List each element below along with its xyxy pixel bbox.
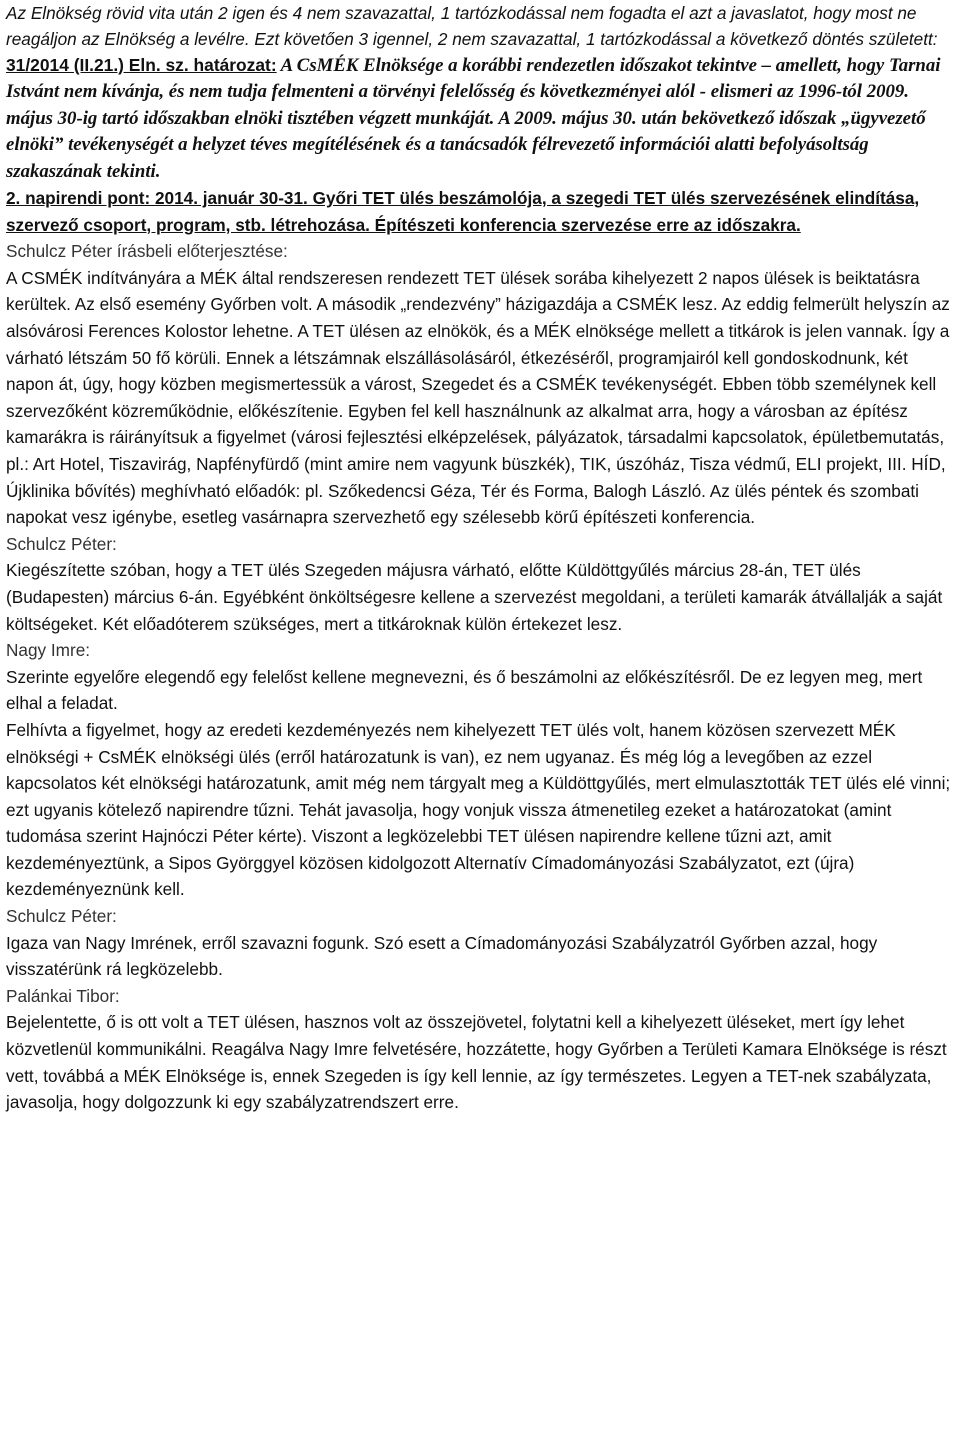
document-page xyxy=(6,0,958,1116)
intro-paragraph: Az Elnökség rövid vita után 2 igen és 4 nem szavazattal, 1 tartózkodással nem fogadta el azt a javaslatot, hogy most ne reagáljon az Elnökség a levélre. Ezt követően 3 igennel, 2 nem szavazattal, 1 tartózkodással a következő döntés született: xyxy=(6,3,938,49)
minutes-paragraph: Bejelentette, ő is ott volt a TET ülésen, hasznos volt az összejövetel, folytatni kell a kihelyezett üléseket, mert így lehet közvetlenül kommunikálni. Reagálva Nagy Imre felvetésére, hozzátette, hogy Győrben a Területi Kamara Elnöksége is részt vett, továbbá a MÉK Elnöksége is, ennek Szegeden is így kell lennie, az így természetes. Legyen a TET-nek szabályzata, javasolja, hogy dolgozzunk ki egy szabályzatrendszert erre. xyxy=(6,1012,947,1113)
minutes-paragraph: A CSMÉK indítványára a MÉK által rendszeresen rendezett TET ülések sorába kihelyezett 2 napos ülések is beiktatásra kerültek. Az első esemény Győrben volt. A második „rendezvény” házigazdája a CSMÉK lesz. Az eddig felmerült helyszín az alsóvárosi Ferences Kolostor lehetne. A TET ülésen az elnökök, és a MÉK elnöksége mellett a titkárok is jelen vannak. Így a várható létszám 50 fő körüli. Ennek a létszámnak elszállásolásáról, étkezéséről, programjairól kell gondoskodnunk, két napon át, úgy, hogy közben megismertessük a várost, Szegedet és a CSMÉK tevékenységét. Ebben több személynek kell szervezőként közreműködnie, előkészítenie. Egyben fel kell használnunk az alkalmat arra, hogy a városban az építész kamarákra is ráirányítsuk a figyelmet (városi fejlesztési elképzelések, pályázatok, társadalmi kapcsolatok, épületbemutatás, pl.: Art Hotel, Tiszavirág, Napfényfürdő (mint amire nem vagyunk büszkék), TIK, úszóház, Tisza védmű, ELI projekt, III. HÍD, Újklinika bővítés) meghívható előadók: pl. Szőkedencsi Géza, Tér és Forma, Balogh László. Az ülés péntek és szombati napokat vesz igénybe, esetleg vasárnapra szervezhető egy szélesebb körű építészeti konferencia. xyxy=(6,267,950,528)
speaker-label: Schulcz Péter írásbeli előterjesztése: xyxy=(6,241,288,262)
resolution-number: 31/2014 (II.21.) Eln. sz. határozat: xyxy=(6,55,277,75)
speaker-label: Nagy Imre: xyxy=(6,640,91,661)
speaker-label: Schulcz Péter: xyxy=(6,906,117,927)
minutes-body xyxy=(6,238,958,1116)
speaker-label: Schulcz Péter: xyxy=(6,533,117,554)
speaker-label: Palánkai Tibor: xyxy=(6,985,120,1006)
minutes-paragraph: Kiegészítette szóban, hogy a TET ülés Szegeden májusra várható, előtte Küldöttgyűlés március 28-án, TET ülés (Budapesten) március 6-án. Egyébként önköltségesre kellene a szervezést megoldani, a területi kamarák átvállalják a saját költségeket. Két előadóterem szükséges, mert a titkároknak külön értekezet lesz. xyxy=(6,560,943,634)
resolution xyxy=(6,52,958,185)
minutes-paragraph: Felhívta a figyelmet, hogy az eredeti kezdeményezés nem kihelyezett TET ülés volt, hanem közösen szervezett MÉK elnökségi + CsMÉK elnökségi ülés (erről határozatunk is van), ez nem ugyanaz. És még lóg a levegőben az ezzel kapcsolatos két elnökségi határozatunk, amit még nem tárgyalt meg a Küldöttgyűlés, mert elmulasztották TET ülés elé vinni; ezt ugyanis kötelező napirendre tűzni. Tehát javasolja, hogy vonjuk vissza átmenetileg ezeket a határozatokat (amint tudomása szerint Hajnóczi Péter kérte). Viszont a legközelebbi TET ülésen napirendre kellene tűzni azt, amit kezdeményeztünk, a Sipos Györggyel közösen kidolgozott Alternatív Címadományozási Szabályzatot, ezt (újra) kezdeményeznünk kell. xyxy=(6,719,951,900)
agenda-item-title: 2. napirendi pont: 2014. január 30-31. Győri TET ülés beszámolója, a szegedi TET ülés szervezésének elindítása, szervező csoport, program, stb. létrehozása. Építészeti konferencia szervezése erre az időszakra. xyxy=(6,188,920,235)
minutes-paragraph: Szerinte egyelőre elegendő egy felelőst kellene megnevezni, és ő beszámolni az előkészítésről. De ez legyen meg, mert elhal a feladat. xyxy=(6,666,923,714)
resolution-text: A CsMÉK Elnöksége a korábbi rendezetlen időszakot tekintve – amellett, hogy Tarnai Istvánt nem kívánja, és nem tudja felmenteni a törvényi felelősség és következményei alól - elismeri az 1996-tól 2009. május 30-ig tartó időszakban elnöki tisztében végzett munkáját. A 2009. május 30. után bekövetkező időszak „ügyvezető elnöki” tevékenységét a helyzet téves megítélésének és a tanácsadók félrevezető információi alatti befolyásoltság szakaszának tekinti. xyxy=(6,55,941,182)
minutes-paragraph: Igaza van Nagy Imrének, erről szavazni fogunk. Szó esett a Címadományozási Szabályzatról Győrben azzal, hogy visszatérünk rá legközelebb. xyxy=(6,932,878,980)
